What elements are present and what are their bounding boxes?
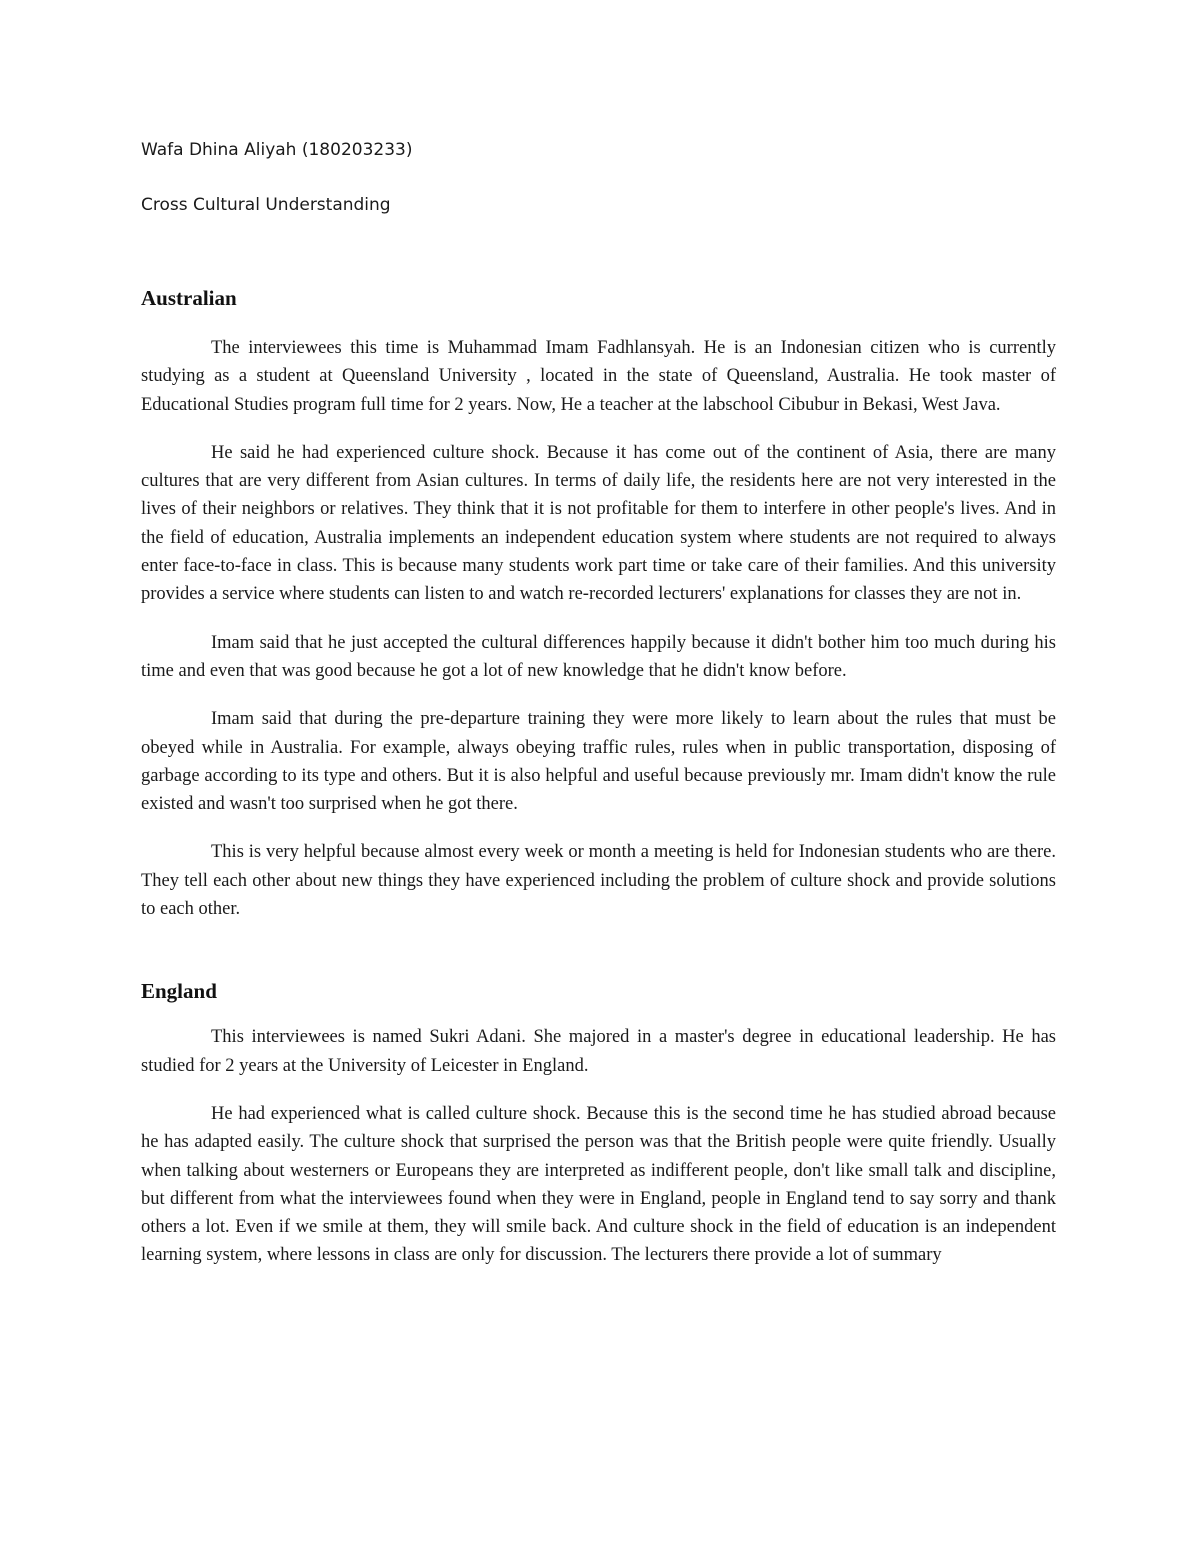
course-line: Cross Cultural Understanding	[141, 195, 391, 215]
paragraph: Imam said that during the pre-departure training they were more likely to learn about the rules that must be obeyed while in Australia. For example, always obeying traffic rules, rules when in public transportation, disposing of garbage according to its type and others. But it is also helpful and useful because previously mr. Imam didn't know the rule existed and wasn't too surprised when he got there.	[141, 709, 1056, 815]
section-heading-australian: Australian	[141, 286, 237, 310]
paragraph: Imam said that he just accepted the cultural differences happily because it didn't bother him too much during his time and even that was good because he got a lot of new knowledge that he didn't know before.	[141, 632, 1056, 681]
paragraph: The interviewees this time is Muhammad Imam Fadhlansyah. He is an Indonesian citizen who is currently studying as a student at Queensland University , located in the state of Queensland, Australia. He took master of Educational Studies program full time for 2 years. Now, He a teacher at the labschool Cibubur in Bekasi, West Java.	[141, 338, 1056, 415]
paragraph: This is very helpful because almost every week or month a meeting is held for Indonesian students who are there. They tell each other about new things they have experienced including the problem of culture shock and provide solutions to each other.	[141, 842, 1056, 920]
author-line: Wafa Dhina Aliyah (180203233)	[141, 140, 413, 160]
paragraph: This interviewees is named Sukri Adani. She majored in a master's degree in educational leadership. He has studied for 2 years at the University of Leicester in England.	[141, 1027, 1056, 1076]
section-heading-england: England	[141, 979, 217, 1004]
document-body	[141, 138, 1056, 1270]
paragraph: He said he had experienced culture shock. Because it has come out of the continent of Asia, there are many cultures that are very different from Asian cultures. In terms of daily life, the residents here are not very interested in the lives of their neighbors or relatives. They think that it is not profitable for them to interfere in other people's lives. And in the field of education, Australia implements an independent education system where students are not required to always enter face-to-face in class. This is because many students work part time or take care of their families. And this university provides a service where students can listen to and watch re-recorded lecturers' explanations for classes they are not in.	[141, 442, 1056, 605]
paragraph: He had experienced what is called culture shock. Because this is the second time he has studied abroad because he has adapted easily. The culture shock that surprised the person was that the British people were quite friendly. Usually when talking about westerners or Europeans they are interpreted as indifferent people, don't like small talk and discipline, but different from what the interviewees found when they were in England, people in England tend to say sorry and thank others a lot. Even if we smile at them, they will smile back. And culture shock in the field of education is an independent learning system, where lessons in class are only for discussion. The lecturers there provide a lot of summary	[141, 1103, 1056, 1266]
